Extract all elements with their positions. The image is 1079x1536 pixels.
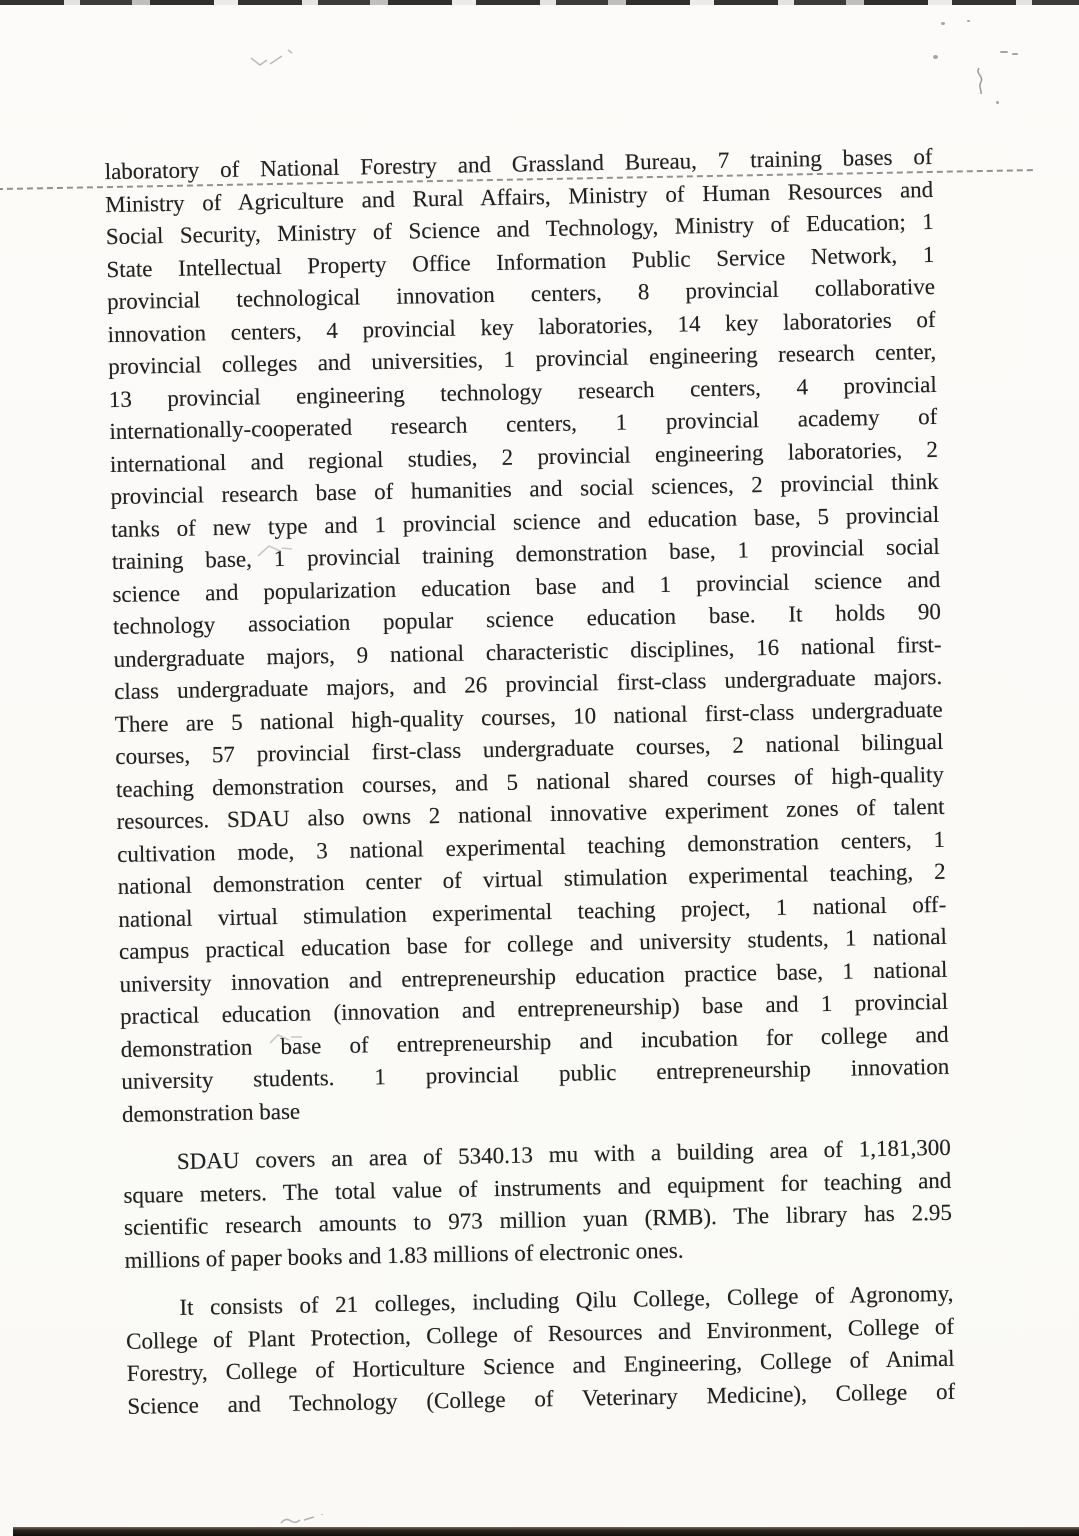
text-line: Forestry, College of Horticulture Science and Engineering, College of Animal [126,1345,955,1386]
text-line: demonstration base of entrepreneurship and incubation for college and [120,1021,949,1062]
paragraph [123,1132,953,1277]
text-line: innovation centers, 4 provincial key laboratories, 14 key laboratories of [107,306,936,347]
text-line: training base, 1 provincial training demonstration base, 1 provincial social [111,533,940,575]
text-line: national demonstration center of virtual stimulation experimental teaching, 2 [117,858,946,899]
text-line: tanks of new type and 1 provincial science and education base, 5 provincial [110,501,940,542]
scan-speck [967,20,970,22]
text-line: provincial colleges and universities, 1 provincial engineering research center, [108,338,937,380]
text-line: It consists of 21 colleges, including Qilu College, College of Agronomy, [179,1280,954,1320]
text-line: undergraduate majors, 9 national characteristic disciplines, 16 national first- [113,631,942,672]
text-line: university students. 1 provincial public entrepreneurship innovation [121,1053,950,1094]
top-edge-scan-bar [0,0,1079,5]
text-line: College of Plant Protection, College of Resources and Environment, College of [125,1313,955,1354]
text-line: national virtual stimulation experimental teaching project, 1 national off- [118,891,947,932]
text-line: There are 5 national high-quality courses, 10 national first-class undergraduate [114,696,943,737]
pencil-squiggle-top-right [971,66,985,96]
text-line: 13 provincial engineering technology research centers, 4 provincial [108,371,937,412]
text-line: courses, 57 provincial first-class undergraduate courses, 2 national bilingual [115,728,944,770]
text-line: Science and Technology (College of Veterinary Medicine), College of [127,1378,956,1419]
text-line: millions of paper books and 1.83 millions of electronic ones. [124,1237,684,1273]
text-line: campus practical education base for college and university students, 1 national [118,923,948,964]
text-line: cultivation mode, 3 national experimental teaching demonstration centers, 1 [116,826,946,867]
text-line: class undergraduate majors, and 26 provincial first-class undergraduate majors. [113,663,943,705]
text-line: square meters. The total value of instruments and equipment for teaching and [123,1167,952,1208]
text-line: science and popularization education base and 1 provincial science and [112,566,941,607]
text-line: Social Security, Ministry of Science and Technology, Ministry of Education; 1 [105,208,934,250]
text-line: demonstration base [121,1098,301,1127]
scan-speck [996,101,999,104]
scan-speck [1012,53,1018,55]
text-line: international and regional studies, 2 provincial engineering laboratories, 2 [109,436,939,477]
text-line: technology association popular science education base. It holds 90 [112,598,942,640]
pencil-scribble-top-left [248,44,294,72]
text-line: teaching demonstration courses, and 5 national shared courses of high-quality [115,761,945,802]
text-line: provincial research base of humanities and social sciences, 2 provincial think [110,468,939,510]
text-line: laboratory of National Forestry and Grassland Bureau, 7 training bases of [104,143,933,185]
text-line: scientific research amounts to 973 million yuan (RMB). The library has 2.95 [123,1199,953,1240]
text-line: internationally-cooperated research centers, 1 provincial academy of [109,403,938,445]
text-line: practical education (innovation and entrepreneurship) base and 1 provincial [119,988,949,1029]
text-line: SDAU covers an area of 5340.13 mu with a building area of 1,181,300 [176,1134,951,1174]
bottom-edge-scan-bar [13,1527,1079,1536]
text-line: resources. SDAU also owns 2 national innovative experiment zones of talent [116,793,945,834]
document-text-block [104,141,955,1423]
scan-speck [941,22,945,25]
text-line: provincial technological innovation centers, 8 provincial collaborative [106,273,936,315]
text-line: university innovation and entrepreneurship education practice base, 1 national [119,956,948,997]
scan-speck [933,55,938,59]
text-line: Ministry of Agriculture and Rural Affairs, Ministry of Human Resources and [105,176,934,217]
scan-speck [1000,51,1008,53]
paragraph [104,141,950,1131]
text-line: State Intellectual Property Office Information Public Service Network, 1 [106,241,935,282]
paragraph [125,1278,955,1423]
